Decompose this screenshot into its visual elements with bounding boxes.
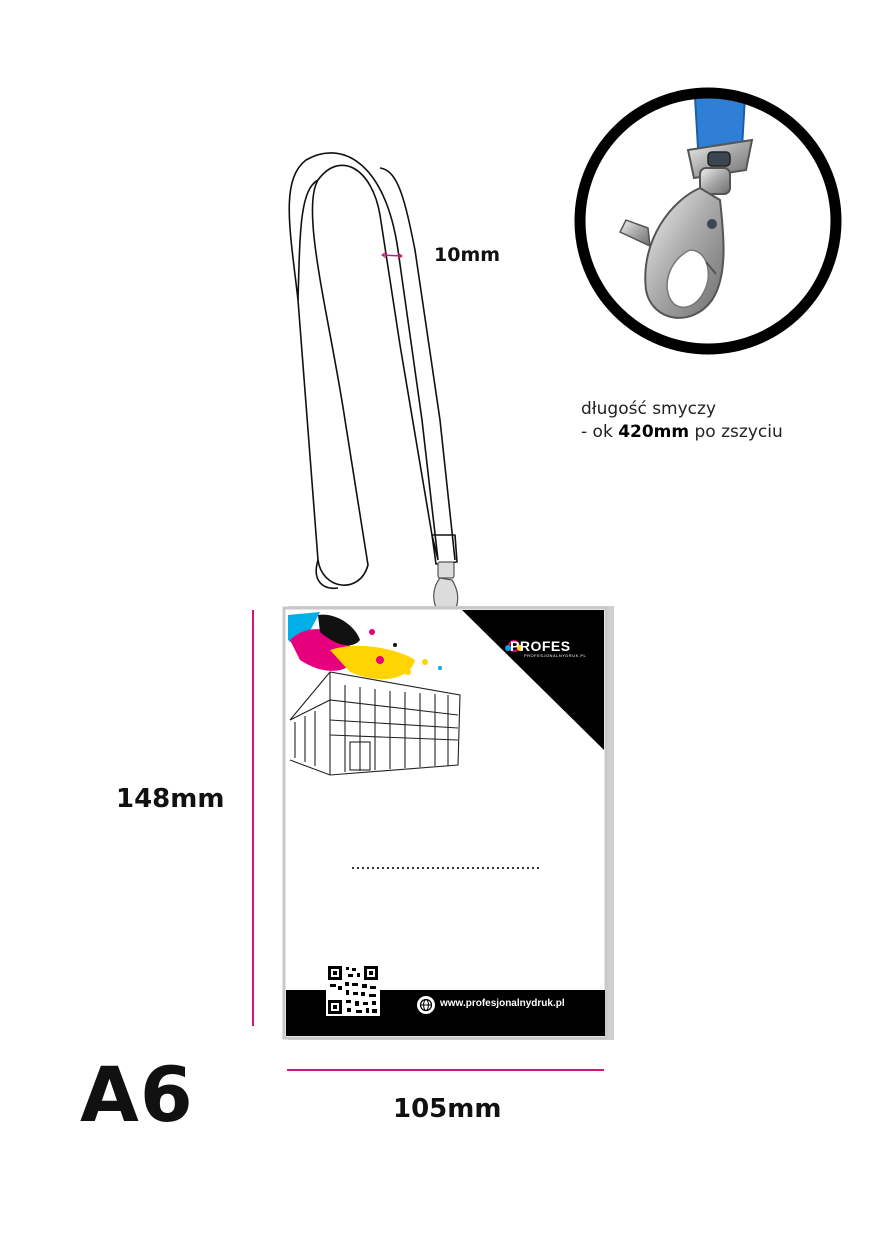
format-label: A6	[80, 1050, 194, 1139]
width-label: 105mm	[393, 1094, 502, 1124]
lanyard-length-note	[581, 398, 783, 444]
length-note-prefix: - ok	[581, 422, 619, 442]
website-url: www.profesjonalnydruk.pl	[440, 998, 565, 1009]
length-note-line2	[581, 421, 783, 444]
height-label: 148mm	[116, 784, 225, 814]
brand-tagline: PROFESJONALNYDRUK.PL	[524, 653, 587, 658]
brand-name: PROFES	[510, 638, 571, 654]
length-note-line1: długość smyczy	[581, 399, 717, 419]
lanyard-strap	[289, 153, 457, 588]
strap-width-label: 10mm	[434, 244, 501, 266]
globe-icon	[417, 996, 435, 1014]
length-note-value: 420mm	[618, 422, 690, 442]
clasp-detail-circle	[580, 80, 836, 349]
qr-code	[326, 964, 380, 1016]
brand-logo	[510, 638, 600, 658]
length-note-suffix: po zszyciu	[689, 422, 783, 442]
